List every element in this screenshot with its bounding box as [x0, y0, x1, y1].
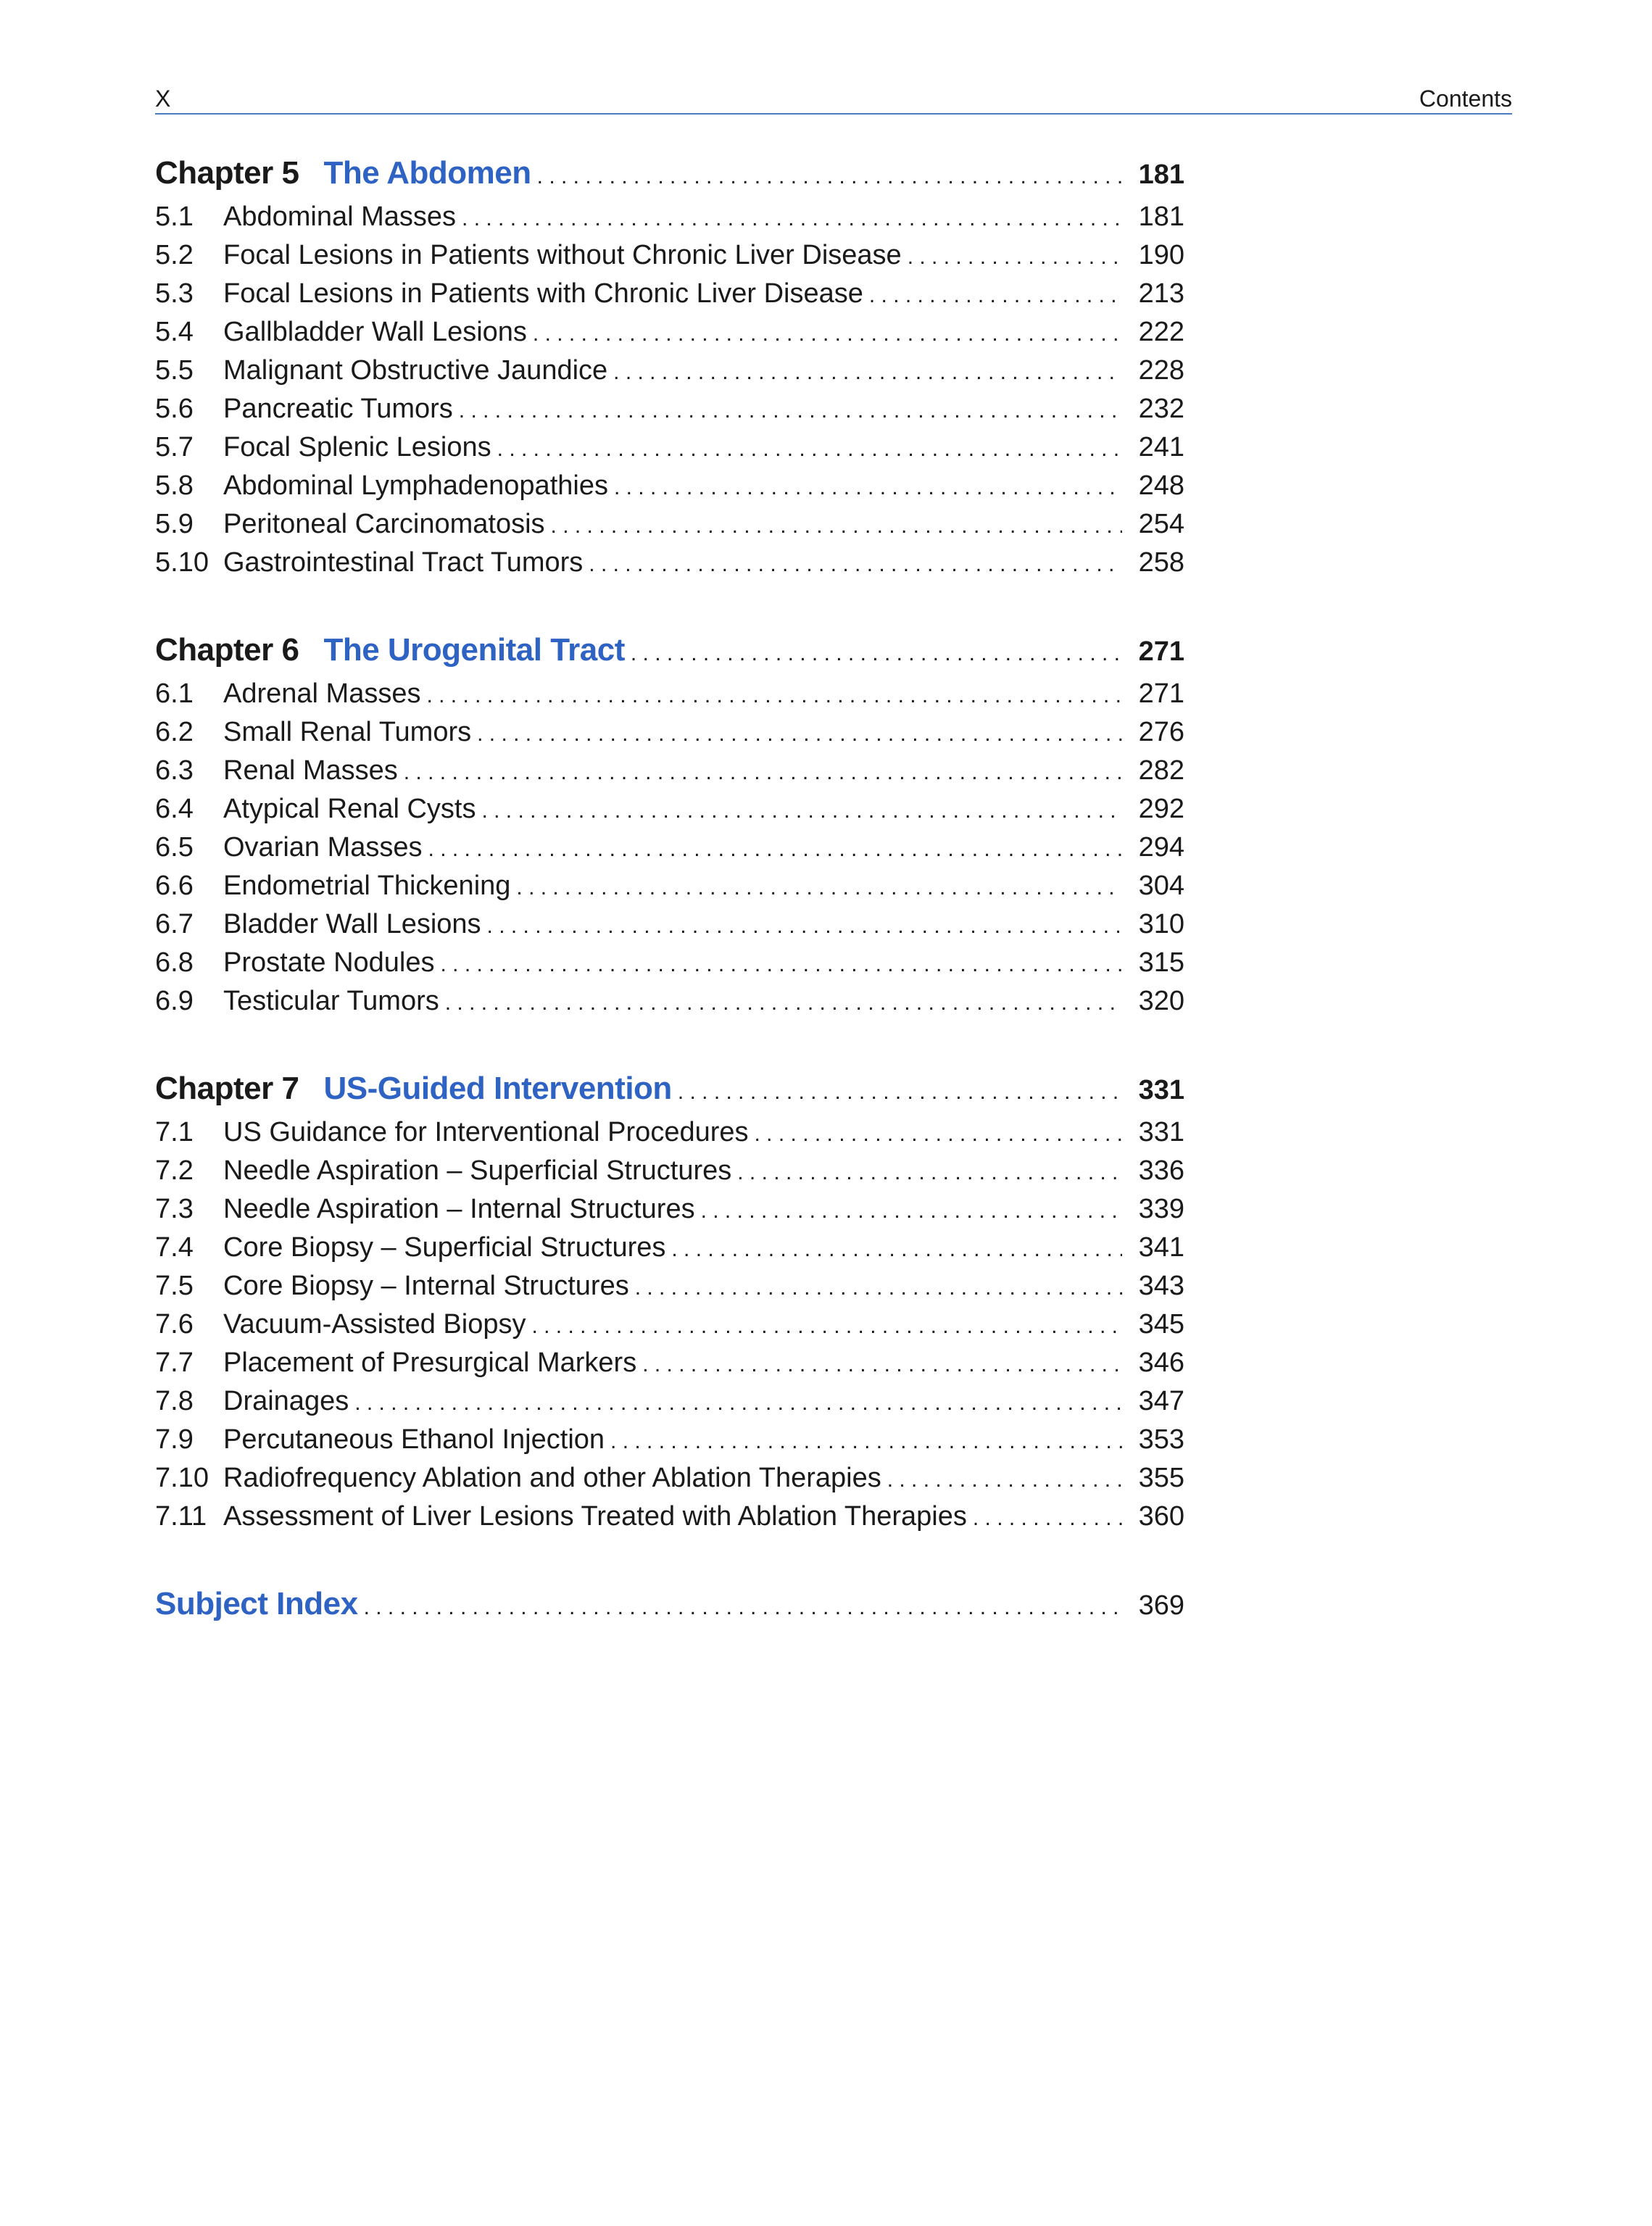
section-page: 353	[1138, 1424, 1184, 1455]
section-number: 6.4	[155, 794, 194, 824]
section-page: 315	[1138, 947, 1184, 978]
section-title: Small Renal Tumors	[223, 717, 472, 747]
section-page: 304	[1138, 871, 1184, 901]
section-title: Assessment of Liver Lesions Treated with Ablation Therapies	[223, 1501, 967, 1532]
section-number: 7.9	[155, 1424, 194, 1455]
section-page: 190	[1138, 240, 1184, 270]
chapter-title[interactable]: The Abdomen	[323, 155, 531, 191]
section-title: Focal Splenic Lesions	[223, 432, 491, 462]
toc-entry[interactable]	[155, 467, 1184, 505]
section-number: 5.7	[155, 432, 194, 462]
section-number: 5.9	[155, 509, 194, 539]
section-page: 254	[1138, 509, 1184, 539]
section-page: 282	[1138, 755, 1184, 786]
dot-leader	[908, 238, 1122, 276]
dot-leader	[973, 1499, 1122, 1537]
section-number: 7.7	[155, 1347, 194, 1378]
subject-index-entry[interactable]	[155, 1579, 1184, 1629]
dot-leader	[701, 1192, 1122, 1230]
section-title: Vacuum-Assisted Biopsy	[223, 1309, 526, 1340]
table-of-contents	[155, 149, 1184, 1629]
section-title: Focal Lesions in Patients without Chronic Liver Disease	[223, 240, 902, 270]
toc-entry[interactable]	[155, 1305, 1184, 1344]
dot-leader	[441, 945, 1123, 984]
section-title: Drainages	[223, 1386, 349, 1416]
section-number: 7.1	[155, 1117, 194, 1147]
toc-entry[interactable]	[155, 1421, 1184, 1459]
section-page: 181	[1138, 202, 1184, 232]
dot-leader	[445, 984, 1122, 1022]
dot-leader	[631, 629, 1122, 678]
section-title: Percutaneous Ethanol Injection	[223, 1424, 605, 1455]
section-number: 7.4	[155, 1232, 194, 1263]
toc-entry[interactable]	[155, 236, 1184, 275]
toc-entry[interactable]	[155, 752, 1184, 790]
section-number: 7.5	[155, 1271, 194, 1301]
section-page: 343	[1138, 1271, 1184, 1301]
dot-leader	[426, 676, 1122, 715]
section-number: 6.3	[155, 755, 194, 786]
section-page: 213	[1138, 278, 1184, 309]
section-page: 331	[1138, 1117, 1184, 1147]
toc-entry[interactable]	[155, 944, 1184, 982]
dot-leader	[516, 868, 1122, 907]
section-page: 360	[1138, 1501, 1184, 1532]
chapter-title[interactable]: The Urogenital Tract	[323, 632, 625, 668]
running-head: Contents	[1419, 86, 1512, 112]
dot-leader	[610, 1422, 1122, 1461]
chapter-page: 271	[1138, 636, 1184, 667]
section-page: 310	[1138, 909, 1184, 939]
dot-leader	[671, 1230, 1122, 1268]
section-number: 5.1	[155, 202, 194, 232]
section-number: 7.11	[155, 1501, 207, 1532]
section-page: 271	[1138, 678, 1184, 709]
toc-entry[interactable]	[155, 1152, 1184, 1190]
toc-entry[interactable]	[155, 713, 1184, 752]
chapter-title[interactable]: US-Guided Intervention	[323, 1071, 672, 1106]
section-page: 294	[1138, 832, 1184, 863]
dot-leader	[537, 152, 1122, 202]
toc-entry[interactable]	[155, 275, 1184, 313]
section-number: 7.2	[155, 1155, 194, 1186]
section-title: Abdominal Masses	[223, 202, 457, 232]
dot-leader	[737, 1153, 1122, 1192]
section-title: Abdominal Lymphadenopathies	[223, 470, 608, 501]
dot-leader	[364, 1583, 1122, 1632]
toc-entry[interactable]	[155, 1190, 1184, 1229]
section-number: 6.2	[155, 717, 194, 747]
chapter-6	[155, 626, 1184, 1021]
section-page: 346	[1138, 1347, 1184, 1378]
chapter-label: Chapter 5	[155, 155, 299, 191]
section-title: Ovarian Masses	[223, 832, 423, 863]
section-title: Malignant Obstructive Jaundice	[223, 355, 608, 386]
section-number: 5.6	[155, 394, 194, 424]
section-title: Core Biopsy – Internal Structures	[223, 1271, 629, 1301]
toc-entry[interactable]	[155, 544, 1184, 582]
subject-index-title[interactable]: Subject Index	[155, 1586, 358, 1621]
dot-leader	[497, 430, 1122, 468]
section-page: 347	[1138, 1386, 1184, 1416]
chapter-5	[155, 149, 1184, 582]
section-title: Prostate Nodules	[223, 947, 435, 978]
section-page: 336	[1138, 1155, 1184, 1186]
section-title: Needle Aspiration – Internal Structures	[223, 1194, 695, 1224]
toc-entry[interactable]	[155, 352, 1184, 390]
dot-leader	[481, 792, 1122, 830]
dot-leader	[459, 391, 1122, 430]
dot-leader	[887, 1461, 1122, 1499]
section-page: 292	[1138, 794, 1184, 824]
chapter-label: Chapter 6	[155, 632, 299, 668]
dot-leader	[755, 1115, 1122, 1153]
section-number: 6.1	[155, 678, 194, 709]
section-title: Radiofrequency Ablation and other Ablation Therapies	[223, 1463, 881, 1493]
dot-leader	[477, 715, 1122, 753]
page-folio: X	[155, 86, 171, 112]
section-number: 5.10	[155, 547, 209, 578]
section-page: 241	[1138, 432, 1184, 462]
section-page: 248	[1138, 470, 1184, 501]
section-page: 276	[1138, 717, 1184, 747]
section-number: 5.8	[155, 470, 194, 501]
toc-entry[interactable]	[155, 982, 1184, 1021]
toc-entry[interactable]	[155, 505, 1184, 544]
dot-leader	[678, 1068, 1122, 1117]
dot-leader	[635, 1268, 1122, 1307]
section-title: Atypical Renal Cysts	[223, 794, 476, 824]
section-number: 7.6	[155, 1309, 194, 1340]
section-title: Renal Masses	[223, 755, 398, 786]
chapter-page: 331	[1138, 1075, 1184, 1105]
section-title: Core Biopsy – Superficial Structures	[223, 1232, 666, 1263]
toc-entry[interactable]	[155, 428, 1184, 467]
section-page: 341	[1138, 1232, 1184, 1263]
toc-entry[interactable]	[155, 198, 1184, 236]
section-number: 6.8	[155, 947, 194, 978]
section-title: Adrenal Masses	[223, 678, 421, 709]
dot-leader	[531, 1307, 1122, 1345]
section-page: 258	[1138, 547, 1184, 578]
section-number: 7.8	[155, 1386, 194, 1416]
chapter-heading[interactable]	[155, 1064, 1184, 1113]
section-title: US Guidance for Interventional Procedures	[223, 1117, 749, 1147]
section-title: Focal Lesions in Patients with Chronic Liver Disease	[223, 278, 863, 309]
toc-entry[interactable]	[155, 1459, 1184, 1498]
section-number: 5.5	[155, 355, 194, 386]
dot-leader	[354, 1384, 1122, 1422]
section-title: Endometrial Thickening	[223, 871, 511, 901]
dot-leader	[487, 907, 1122, 945]
toc-entry[interactable]	[155, 828, 1184, 867]
toc-entry[interactable]	[155, 867, 1184, 905]
dot-leader	[613, 353, 1122, 391]
section-title: Needle Aspiration – Superficial Structures	[223, 1155, 732, 1186]
dot-leader	[404, 753, 1122, 792]
dot-leader	[869, 276, 1122, 315]
section-title: Placement of Presurgical Markers	[223, 1347, 637, 1378]
section-page: 232	[1138, 394, 1184, 424]
section-title: Peritoneal Carcinomatosis	[223, 509, 545, 539]
subject-index-page: 369	[1138, 1590, 1184, 1621]
section-title: Pancreatic Tumors	[223, 394, 453, 424]
chapter-heading[interactable]	[155, 626, 1184, 675]
chapter-heading[interactable]	[155, 149, 1184, 198]
toc-entry[interactable]	[155, 1229, 1184, 1267]
section-number: 5.3	[155, 278, 194, 309]
section-page: 339	[1138, 1194, 1184, 1224]
section-number: 6.5	[155, 832, 194, 863]
toc-entry[interactable]	[155, 1344, 1184, 1382]
section-title: Testicular Tumors	[223, 986, 439, 1016]
section-page: 222	[1138, 317, 1184, 347]
chapter-label: Chapter 7	[155, 1071, 299, 1106]
section-number: 6.6	[155, 871, 194, 901]
dot-leader	[642, 1345, 1122, 1384]
toc-entry[interactable]	[155, 313, 1184, 352]
dot-leader	[551, 507, 1122, 545]
dot-leader	[614, 468, 1122, 507]
section-number: 7.3	[155, 1194, 194, 1224]
chapter-7	[155, 1064, 1184, 1536]
section-page: 355	[1138, 1463, 1184, 1493]
dot-leader	[589, 545, 1122, 584]
section-title: Bladder Wall Lesions	[223, 909, 481, 939]
section-page: 320	[1138, 986, 1184, 1016]
section-number: 5.2	[155, 240, 194, 270]
section-title: Gastrointestinal Tract Tumors	[223, 547, 584, 578]
section-number: 5.4	[155, 317, 194, 347]
section-number: 6.9	[155, 986, 194, 1016]
dot-leader	[428, 830, 1122, 868]
page-header	[155, 78, 1512, 115]
dot-leader	[533, 315, 1122, 353]
section-page: 228	[1138, 355, 1184, 386]
section-page: 345	[1138, 1309, 1184, 1340]
dot-leader	[462, 199, 1122, 238]
chapter-page: 181	[1138, 159, 1184, 190]
toc-entry[interactable]	[155, 675, 1184, 713]
section-title: Gallbladder Wall Lesions	[223, 317, 527, 347]
section-number: 7.10	[155, 1463, 209, 1493]
toc-entry[interactable]	[155, 1267, 1184, 1305]
toc-entry[interactable]	[155, 1382, 1184, 1421]
toc-entry[interactable]	[155, 905, 1184, 944]
section-number: 6.7	[155, 909, 194, 939]
toc-entry[interactable]	[155, 1113, 1184, 1152]
toc-entry[interactable]	[155, 790, 1184, 828]
toc-entry[interactable]	[155, 390, 1184, 428]
toc-entry[interactable]	[155, 1498, 1184, 1536]
